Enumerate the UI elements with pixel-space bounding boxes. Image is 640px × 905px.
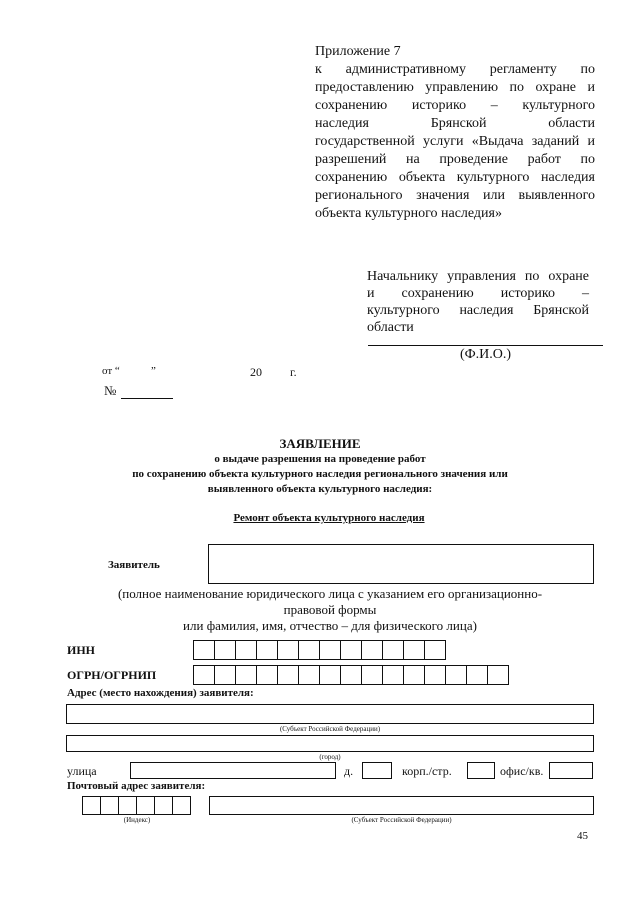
- ogrn-cell[interactable]: [214, 665, 236, 685]
- inn-cell[interactable]: [235, 640, 257, 660]
- street-label: улица: [67, 764, 97, 778]
- building-label: корп./стр.: [402, 764, 452, 778]
- inn-cell[interactable]: [256, 640, 278, 660]
- postal-index-cell[interactable]: [136, 796, 155, 815]
- inn-cell[interactable]: [277, 640, 299, 660]
- fio-line[interactable]: [368, 345, 603, 346]
- ogrn-cell[interactable]: [298, 665, 320, 685]
- ogrn-cell[interactable]: [466, 665, 488, 685]
- ogrn-cell[interactable]: [256, 665, 278, 685]
- date-year-suffix: г.: [290, 365, 297, 379]
- office-label: офис/кв.: [500, 764, 544, 778]
- address-title: Адрес (место нахождения) заявителя:: [67, 687, 254, 699]
- addressee-line: области: [367, 320, 414, 335]
- appendix-line: государственной услуги «Выдача заданий и: [315, 134, 595, 149]
- postal-subject-caption: (Субъект Российской Федерации): [351, 816, 452, 824]
- inn-cell[interactable]: [193, 640, 215, 660]
- applicant-label: Заявитель: [108, 559, 160, 571]
- appendix-line: предоставлению управлению по охране и: [315, 80, 595, 95]
- appendix-title: Приложение 7: [315, 44, 401, 59]
- inn-label: ИНН: [67, 643, 96, 657]
- inn-cell[interactable]: [298, 640, 320, 660]
- applicant-hint-line: или фамилия, имя, отчество – для физического лица): [183, 618, 477, 633]
- addressee-block: [367, 268, 589, 336]
- appendix-line: объекта культурного наследия»: [315, 206, 502, 221]
- ogrn-cell[interactable]: [319, 665, 341, 685]
- ogrn-cell[interactable]: [487, 665, 509, 685]
- applicant-input[interactable]: [208, 544, 594, 584]
- street-input[interactable]: [130, 762, 336, 779]
- office-input[interactable]: [549, 762, 593, 779]
- statement-line-3: выявленного объекта культурного наследия:: [207, 483, 433, 495]
- postal-index-caption: (Индекс): [123, 816, 151, 824]
- postal-title: Почтовый адрес заявителя:: [67, 780, 206, 792]
- addressee-line: и сохранению историко –: [367, 286, 589, 301]
- address-city-input[interactable]: [66, 735, 594, 752]
- date-year-prefix: 20: [250, 365, 262, 379]
- statement-title: ЗАЯВЛЕНИЕ: [279, 436, 361, 451]
- ogrn-cell[interactable]: [340, 665, 362, 685]
- fio-caption: (Ф.И.О.): [459, 347, 512, 362]
- ogrn-cell[interactable]: [403, 665, 425, 685]
- address-city-caption: (город): [319, 753, 341, 761]
- work-type: Ремонт объекта культурного наследия: [233, 512, 425, 524]
- ogrn-cell[interactable]: [193, 665, 215, 685]
- inn-cell[interactable]: [214, 640, 236, 660]
- date-from-label: от “: [102, 365, 120, 377]
- house-label: д.: [344, 764, 354, 778]
- address-subject-input[interactable]: [66, 704, 594, 724]
- number-field[interactable]: [121, 398, 173, 399]
- appendix-line: регионального значения или выявленного: [315, 188, 595, 203]
- postal-index-cell[interactable]: [100, 796, 119, 815]
- appendix-line: сохранению историко – культурного: [315, 98, 595, 113]
- appendix-line: разрешений на проведение работ по: [315, 152, 595, 167]
- ogrn-cell[interactable]: [235, 665, 257, 685]
- ogrn-cell[interactable]: [277, 665, 299, 685]
- building-input[interactable]: [467, 762, 495, 779]
- appendix-line: к административному регламенту по: [315, 62, 595, 77]
- inn-cells: [193, 640, 445, 660]
- addressee-line: Начальнику управления по охране: [367, 269, 589, 284]
- house-input[interactable]: [362, 762, 392, 779]
- statement-line-1: о выдаче разрешения на проведение работ: [214, 453, 426, 465]
- number-label: №: [104, 383, 117, 398]
- inn-cell[interactable]: [340, 640, 362, 660]
- inn-cell[interactable]: [382, 640, 404, 660]
- appendix-line: сохранению объекта культурного наследия: [315, 170, 595, 185]
- appendix-line: наследия Брянской области: [315, 116, 595, 131]
- page-number: 45: [577, 830, 588, 842]
- postal-index-cell[interactable]: [82, 796, 101, 815]
- applicant-hint-line: правовой формы: [283, 602, 377, 617]
- addressee-line: культурного наследия Брянской: [367, 303, 589, 318]
- postal-index-cells: [82, 796, 190, 815]
- applicant-hint: [60, 586, 600, 634]
- postal-subject-input[interactable]: [209, 796, 594, 815]
- appendix-block: [315, 43, 595, 223]
- ogrn-label: ОГРН/ОГРНИП: [67, 668, 157, 682]
- ogrn-cell[interactable]: [445, 665, 467, 685]
- ogrn-cell[interactable]: [382, 665, 404, 685]
- inn-cell[interactable]: [424, 640, 446, 660]
- inn-cell[interactable]: [403, 640, 425, 660]
- date-quote-close: ”: [151, 365, 156, 377]
- inn-cell[interactable]: [361, 640, 383, 660]
- ogrn-cell[interactable]: [361, 665, 383, 685]
- statement-line-2: по сохранению объекта культурного наследия регионального значения или: [132, 468, 508, 480]
- ogrn-cell[interactable]: [424, 665, 446, 685]
- inn-cell[interactable]: [319, 640, 341, 660]
- postal-index-cell[interactable]: [172, 796, 191, 815]
- address-subject-caption: (Субъект Российской Федерации): [279, 725, 381, 733]
- ogrn-cells: [193, 665, 508, 685]
- applicant-hint-line: (полное наименование юридического лица с указанием его организационно-: [117, 586, 543, 601]
- postal-index-cell[interactable]: [118, 796, 137, 815]
- postal-index-cell[interactable]: [154, 796, 173, 815]
